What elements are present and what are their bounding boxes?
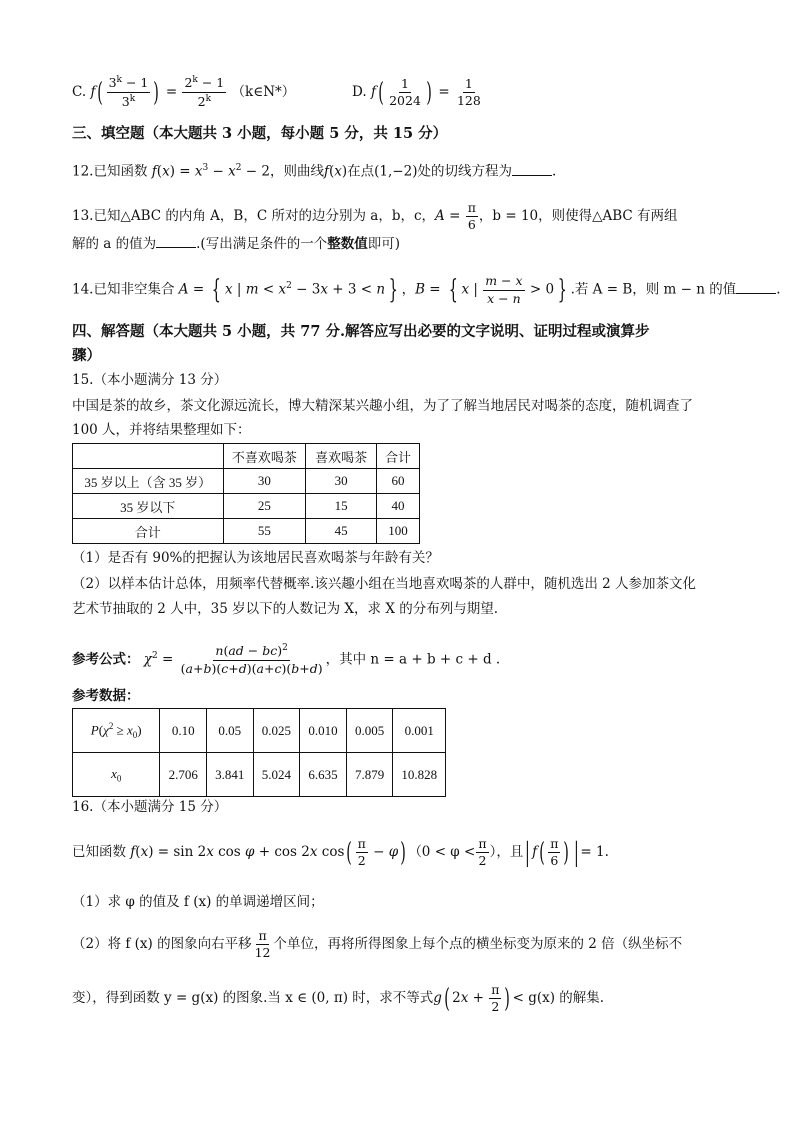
answer-blank [156,235,196,248]
question-14: 14.已知非空集合 A = { x | $m < x^2 - 3x + 3 < n$ } ，B = { x | $\frac{m - x}{x - n}$ > 0 } .若 A = B，则 m − n 的值 . [72,273,781,306]
answer-blank [736,281,776,294]
question-16-stem: 已知函数 f(x) = sin 2x cos φ + cos 2x cos( $\frac{\pi}{2}$ − φ) （0 < φ < $\frac{\pi}{2}$ ），且| f( $\frac{\pi}{6}$ ) | = 1. [72,835,609,868]
option-c: C. f( $\frac{3^k - 1}{3^k}$ ) = $\frac{2^k - 1}{2^k}$ （k∈N*） [72,75,296,110]
question-16-part2-line2: 变），得到函数 y = g(x) 的图象.当 x ∈ (0, π) 时，求不等式g( 2x + $\frac{\pi}{2}$ ) < g(x) 的解集. [72,981,605,1014]
table-row: 35 岁以上（含 35 岁） 30 30 60 [73,469,420,494]
section-4-title-line2: 骤） [72,347,101,364]
question-16-part1: （1）求 φ 的值及 f (x) 的单调递增区间； [72,894,324,910]
question-16-part2-line1: （2）将 f (x) 的图象向右平移 $\frac{\pi}{12}$ 个单位，再将所得图象上每个点的横坐标变为原来的 2 倍（纵坐标不 [72,927,683,960]
table-row: 合计 55 45 100 [73,519,420,544]
question-15-part2-line1: （2）以样本估计总体，用频率代替概率.该兴趣小组在当地喜欢喝茶的人群中，随机选出 2 人参加茶文化 [72,576,697,592]
table-row: $x_0$ 2.706 3.841 5.024 6.635 7.879 10.828 [73,753,446,797]
section-4-title-line1: 四、解答题（本大题共 5 小题，共 77 分.解答应写出必要的文字说明、证明过程或演算步 [72,323,650,340]
answer-blank [512,163,552,176]
reference-data-label: 参考数据： [72,688,140,704]
question-16-head: 16.（本小题满分 15 分） [72,799,228,815]
question-12: 12.已知函数 $f(x) = x^3 - x^2 - 2$，则曲线f(x)在点(1,−2)处的切线方程为 . [72,163,557,180]
option-d: D. f( $\frac{1}{2024}$ ) = $\frac{1}{128}$ [352,75,481,108]
question-15-head: 15.（本小题满分 13 分） [72,372,228,388]
question-15-p2: 100 人，并将结果整理如下： [72,422,251,438]
reference-formula: 参考公式： $\chi^2$ = $\frac{n(ad - bc)^2}{(a+b)(c+d)(a+c)(b+d)}$ ，其中 n = a + b + c + d . [72,643,501,677]
table-row: 不喜欢喝茶 喜欢喝茶 合计 [73,444,420,469]
section-3-title: 三、填空题（本大题共 3 小题，每小题 5 分，共 15 分） [72,125,448,142]
survey-table [72,443,420,544]
question-15-p1: 中国是茶的故乡，茶文化源远流长，博大精深某兴趣小组，为了了解当地居民对喝茶的态度，随机调查了 [72,398,693,414]
question-13-line2: 解的 a 的值为 .(写出满足条件的一个整数值即可) [72,236,400,252]
question-13-line1: 13.已知△ABC 的内角 A，B，C 所对的边分别为 a，b，c，A = $\frac{\pi}{6}$ ，b = 10，则使得△ABC 有两组 [72,199,678,232]
question-15-part2-line2: 艺术节抽取的 2 人中，35 岁以下的人数记为 X，求 X 的分布列与期望. [72,601,499,617]
table-row: 35 岁以下 25 15 40 [73,494,420,519]
question-15-part1: （1）是否有 90%的把握认为该地居民喜欢喝茶与年龄有关？ [72,550,439,566]
reference-data-table [72,708,446,797]
table-row: $P(\chi^2 \ge x_0)$ 0.10 0.05 0.025 0.010 0.005 0.001 [73,709,446,753]
